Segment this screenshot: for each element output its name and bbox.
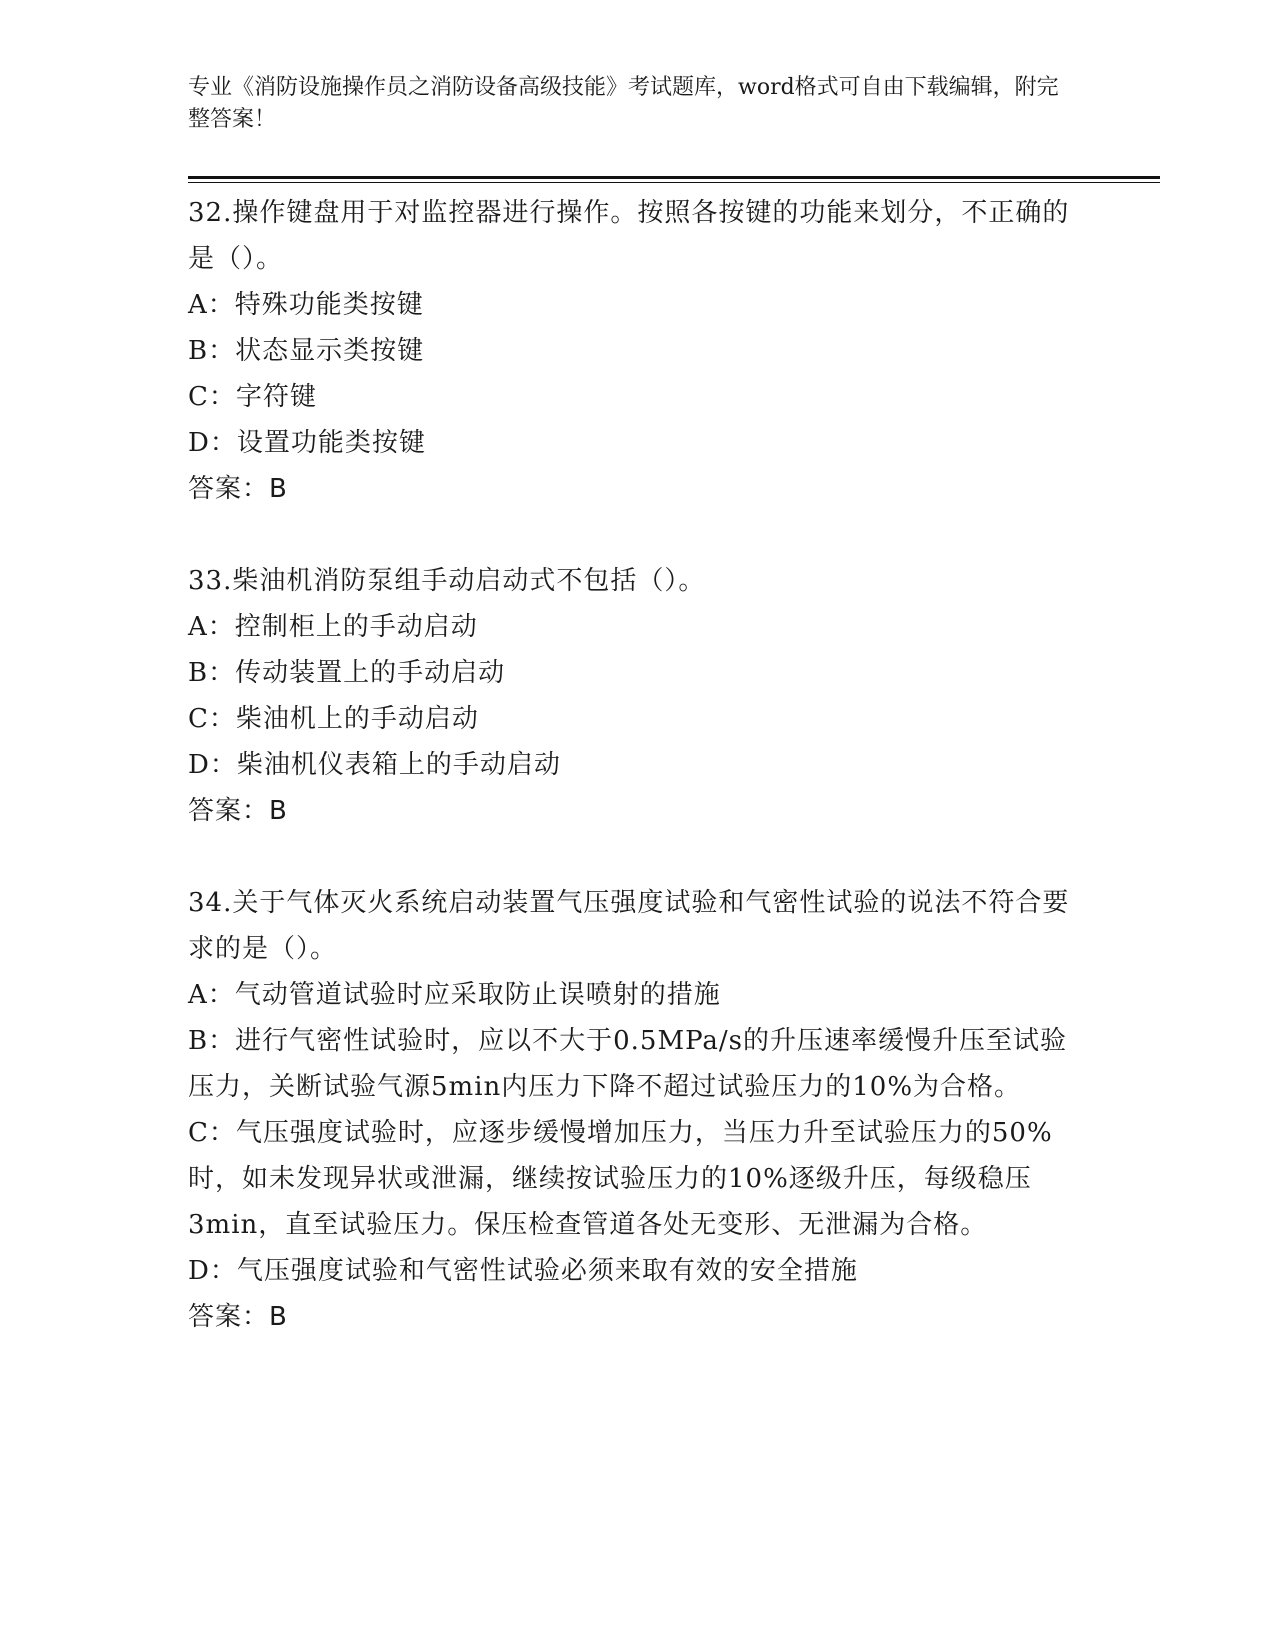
document-header: 专业《消防设施操作员之消防设备高级技能》考试题库，word格式可自由下载编辑，附完整答案！ [188,75,1059,132]
answer-label: 答案： [188,474,270,504]
question-34 [188,880,1088,1340]
option-b: B：进行气密性试验时，应以不大于0.5MPa/s的升压速率缓慢升压至试验压力，关断试验气源5min内压力下降不超过试验压力的10%为合格。 [188,1026,1068,1102]
answer-label: 答案： [188,796,270,826]
option-c: C：柴油机上的手动启动 [188,704,479,734]
option-a: A：控制柜上的手动启动 [188,612,478,642]
option-d: D：气压强度试验和气密性试验必须来取有效的安全措施 [188,1256,858,1286]
question-stem: 34.关于气体灭火系统启动装置气压强度试验和气密性试验的说法不符合要求的是（）。 [188,888,1070,964]
option-b: B：状态显示类按键 [188,336,425,366]
question-32 [188,190,1088,512]
option-d: D：设置功能类按键 [188,428,426,458]
header-rule-thin [188,182,1160,183]
question-stem: 33.柴油机消防泵组手动启动式不包括（）。 [188,566,706,596]
option-a: A：气动管道试验时应采取防止误喷射的措施 [188,980,721,1010]
option-a: A：特殊功能类按键 [188,290,424,320]
question-33 [188,558,1088,834]
answer-value: B [269,1302,288,1332]
answer-value: B [269,474,288,504]
option-d: D：柴油机仪表箱上的手动启动 [188,750,561,780]
answer-line [188,788,1088,834]
header-rule-thick [188,176,1160,179]
question-list [188,190,1088,1386]
option-b: B：传动装置上的手动启动 [188,658,506,688]
answer-line [188,466,1088,512]
answer-line [188,1294,1088,1340]
option-c: C：字符键 [188,382,317,412]
option-c: C：气压强度试验时，应逐步缓慢增加压力，当压力升至试验压力的50%时，如未发现异状或泄漏，继续按试验压力的10%逐级升压，每级稳压3min，直至试验压力。保压检查管道各处无变形、无泄漏为合格。 [188,1118,1053,1240]
answer-label: 答案： [188,1302,270,1332]
question-stem: 32.操作键盘用于对监控器进行操作。按照各按键的功能来划分，不正确的是（）。 [188,198,1070,274]
answer-value: B [269,796,288,826]
